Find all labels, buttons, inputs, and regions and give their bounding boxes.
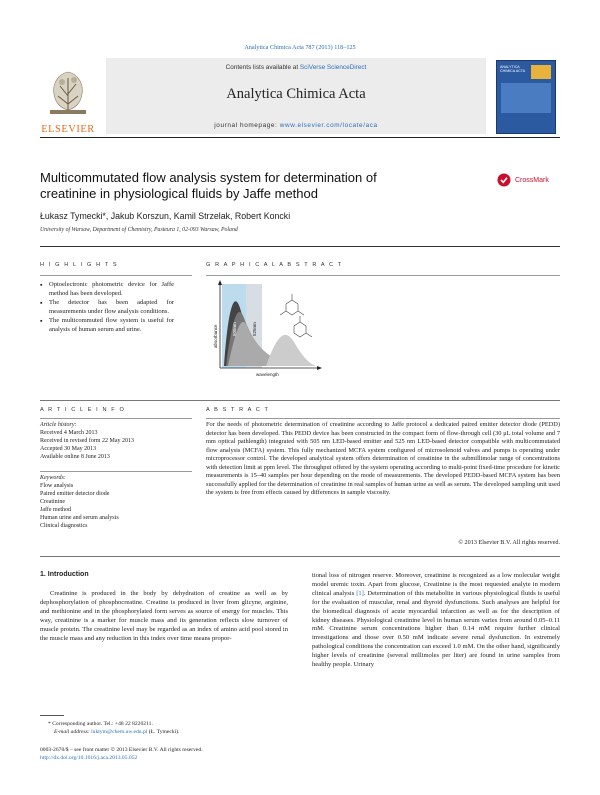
homepage-prefix: journal homepage:: [214, 122, 280, 129]
keyword-item: Clinical diagnostics: [40, 523, 88, 529]
issn-line: 0003-2670/$ – see front matter © 2013 Elsevier B.V. All rights reserved.: [40, 747, 203, 753]
keyword-item: Human urine and serum analysis: [40, 515, 119, 521]
history-accepted: Accepted 30 May 2013: [40, 446, 97, 452]
introduction-col2: [312, 572, 560, 670]
affiliation: University of Warsaw, Department of Chemistry, Pasteura 1, 02-093 Warsaw, Poland: [40, 227, 238, 233]
footnote-rule: [40, 715, 64, 716]
crossmark-label: CrossMark: [515, 176, 549, 184]
keywords-label: Keywords:: [40, 475, 66, 481]
contents-line: [106, 64, 486, 71]
article-history: [40, 421, 190, 461]
authors: Łukasz Tymecki*, Jakub Korszun, Kamil Strzelak, Robert Koncki: [40, 211, 291, 221]
cover-badge: [531, 65, 551, 79]
label-505nm: 505nm: [232, 322, 237, 336]
header-center: [106, 58, 486, 134]
abstract-heading: A B S T R A C T: [206, 407, 270, 413]
footnote-email: [54, 729, 179, 735]
history-label: Article history:: [40, 422, 77, 428]
title-line-1: Multicommutated flow analysis system for determination of: [40, 170, 377, 185]
keyword-item: Creatinine: [40, 499, 65, 505]
elsevier-wordmark: ELSEVIER: [41, 124, 95, 135]
title-line-2: creatinine in physiological fluids by Jaffe method: [40, 186, 318, 201]
y-axis-label: absorbance: [213, 324, 218, 348]
highlight-item: ▪ The detector has been adapted for measurements under flow analysis conditions.: [40, 299, 174, 316]
reference-link-1[interactable]: [1]: [356, 589, 364, 597]
cover-title: ANALYTICA CHIMICA ACTA: [500, 65, 526, 74]
crossmark-badge[interactable]: [497, 171, 549, 185]
sciencedirect-link[interactable]: SciVerse ScienceDirect: [299, 64, 367, 71]
header-rule: [40, 137, 560, 138]
contents-prefix: Contents lists available at: [225, 64, 300, 71]
highlights-rule: [40, 275, 192, 276]
abstract-text: For the needs of photometric determination of creatinine according to Jaffe protocol a dedicated paired emitter detector diode (PEDD) detector has been developed. This PEDD device has been constructed in the compact form of flow-through cell (30 μL total volume and 7 mm optical pathlength) integrated with 505 nm LED-based emitter and 525 nm LED-based detector compatible with multicommutated flow analysis (MCFA) system. This fully mechanized MCFA system configured of microsolenoid valves and pumps is operating under microprocessor control. The developed analytical system offers determination of creatinine in the submillimolar range of concentrations with detection limit at ppm level. The throughput offered by the system operating according to multi-point fixed-time procedure for kinetic measurements is 15–40 samples per hour depending on the mode of measurements. The developed PEDD-based MCFA system has been successfully applied for the determination of creatinine in real samples of human urine as well as serum. The developed sampling unit used the system is free from effects caused by differences in sample viscosity.: [206, 421, 560, 497]
info-top-rule: [40, 400, 560, 401]
abstract-copyright: © 2013 Elsevier B.V. All rights reserved.: [458, 539, 560, 546]
journal-cover: [496, 60, 556, 134]
abstract-rule: [206, 418, 560, 419]
doi-link[interactable]: http://dx.doi.org/10.1016/j.aca.2013.05.052: [40, 755, 138, 761]
keyword-item: Paired emitter detector diode: [40, 491, 110, 497]
elsevier-logo: [40, 66, 96, 135]
article-info-rule: [40, 418, 192, 419]
history-received: Received 4 March 2013: [40, 430, 98, 436]
graphical-abstract-figure: [206, 278, 326, 386]
authors-rule: [40, 246, 560, 247]
introduction-heading: 1. Introduction: [40, 571, 89, 578]
footnote-corresponding: * Corresponding author. Tel.: +48 22 8220211.: [48, 721, 153, 727]
history-revised: Received in revised form 22 May 2013: [40, 438, 134, 444]
homepage-link[interactable]: www.elsevier.com/locate/aca: [279, 122, 378, 129]
keyword-item: Flow analysis: [40, 483, 74, 489]
graphical-abstract-heading: G R A P H I C A L A B S T R A C T: [206, 262, 343, 268]
keyword-item: Jaffe method: [40, 507, 72, 513]
graphical-abstract-rule: [206, 275, 560, 276]
email-label: E-mail address:: [54, 729, 92, 735]
highlight-item: ▪ Optoelectronic photometric device for Jaffe method has been developed.: [40, 281, 174, 298]
header-band: [40, 58, 560, 134]
email-link[interactable]: luktym@chem.uw.edu.pl: [91, 729, 148, 735]
highlight-item: ▪ The multicommuted flow system is useful for analysis of human serum and urine.: [40, 317, 174, 334]
journal-citation[interactable]: Analytica Chimica Acta 787 (2013) 118–125: [244, 44, 356, 51]
homepage-line: [106, 122, 486, 129]
label-525nm: 525nm: [252, 322, 257, 336]
crossmark-icon: [497, 173, 511, 187]
intro-col2-part-a: tional loss of nitrogen reserve. Moreover, creatinine is recognized as a low molecular weight model uremic toxin. Apart from glucose, Creatinine is the most requested analyte in modern clinical analysis: [312, 572, 560, 597]
keywords: [40, 474, 190, 530]
introduction-col1: Creatinine is produced in the body by dehydration of creatine as well as by dephosphorylation of phosphocreatine. Creatine is produced in liver from glicyne, arginine, and methionine and in the phosphorylated form serves as source of energy for muscles. This way, creatinine is a marker for muscle mass and its generation reflects slow turnover of muscle protein. The creatinine level may be regarded as an index of amino acid pool stored in the muscle mass and any reduction in this index over time means propor-: [40, 590, 288, 642]
article-info-heading: A R T I C L E I N F O: [40, 407, 126, 413]
x-axis-label: wavelength: [256, 372, 279, 377]
article-title: [40, 170, 470, 202]
highlights-heading: H I G H L I G H T S: [40, 262, 119, 268]
highlights-list: [40, 281, 174, 336]
intro-col2-part-b: . Determination of this metabolite in various physiological fluids is useful for the evaluation of muscular, renal and thyroid dysfunctions. Such analyses are helpful for the biomedical diagnosis of acute myocardial infarction as well as for the description of kidney diseases. Physiological creatinine level in human serum varies from around 0.05–0.11 mM. Creatinine serum concentrations higher than 0.14 mM require further clinical investigations and those over 0.50 mM indicate severe renal dysfunction. In extremely pathological conditions the concentration can exceed 1.0 mM. On the other hand, significantly higher levels of creatinine (several millimoles per liter) are found in urine samples from healthy people. Urinary: [312, 589, 560, 669]
keywords-rule: [40, 471, 192, 472]
email-suffix: (Ł. Tymecki).: [147, 729, 180, 735]
history-online: Available online 8 June 2013: [40, 454, 110, 460]
journal-title: Analytica Chimica Acta: [226, 86, 366, 102]
cover-image: [501, 83, 551, 113]
abstract-bottom-rule: [40, 556, 560, 557]
